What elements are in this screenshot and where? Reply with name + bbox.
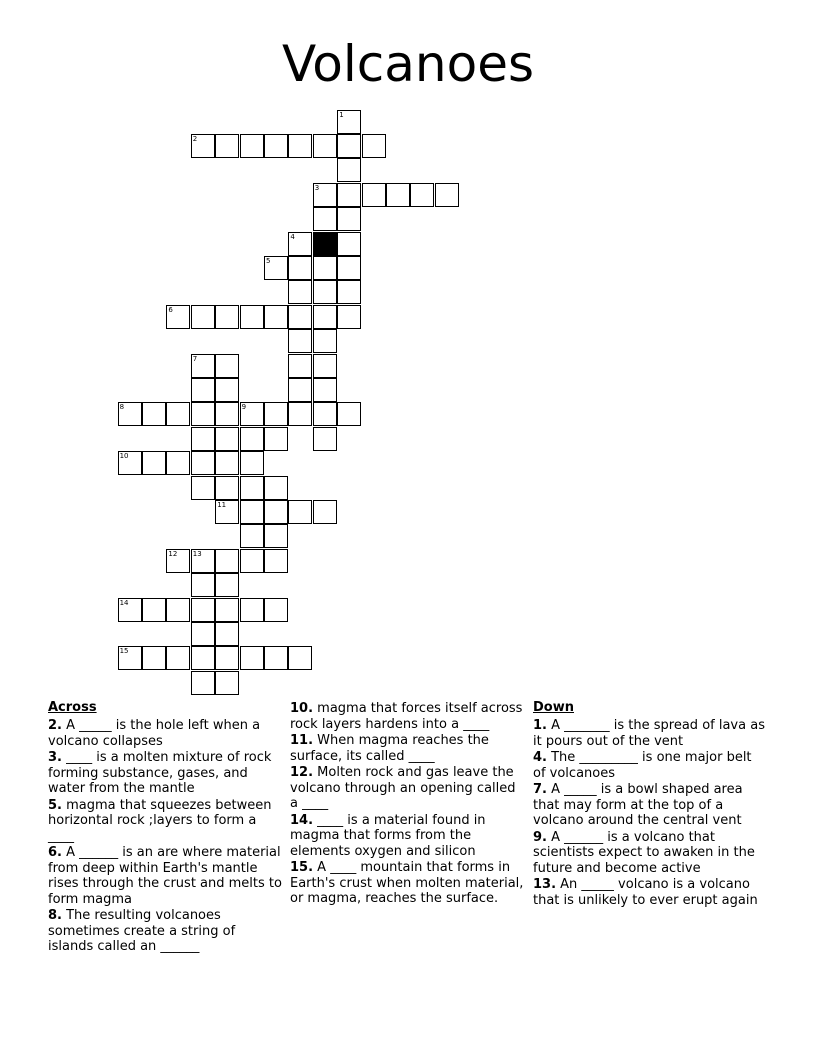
grid-cell[interactable]	[215, 549, 239, 573]
grid-cell[interactable]	[362, 183, 386, 207]
clue-text: magma that forces itself across rock layers hardens into a ____	[290, 701, 523, 732]
grid-cell[interactable]	[264, 305, 288, 329]
grid-cell[interactable]	[337, 110, 361, 134]
grid-cell[interactable]	[240, 646, 264, 670]
grid-cell[interactable]	[288, 305, 312, 329]
grid-cell[interactable]	[215, 134, 239, 158]
clue-number: 2	[192, 135, 198, 143]
grid-cell[interactable]	[264, 402, 288, 426]
grid-cell[interactable]	[313, 427, 337, 451]
grid-cell[interactable]	[313, 402, 337, 426]
grid-cell[interactable]	[166, 451, 190, 475]
clue-text: The _________ is one major belt of volcanoes	[533, 750, 752, 781]
clue-text: magma that squeezes between horizontal rock ;layers to form a ____	[48, 797, 272, 844]
grid-cell[interactable]	[288, 232, 312, 256]
clue-text: An _____ volcano is a volcano that is unlikely to ever erupt again	[533, 877, 758, 908]
grid-cell[interactable]	[118, 402, 142, 426]
clue-text: A ______ is an are where material from deep within Earth's mantle rises through the crust and melts to form magma	[48, 845, 282, 907]
grid-cell[interactable]	[191, 573, 215, 597]
grid-cell[interactable]	[288, 378, 312, 402]
clue-number: 13.	[533, 877, 557, 892]
clue-number: 1.	[533, 718, 547, 733]
down-clue	[533, 750, 768, 781]
grid-cell[interactable]	[313, 500, 337, 524]
clue-number: 5	[266, 257, 271, 265]
grid-cell[interactable]	[337, 402, 361, 426]
grid-cell[interactable]	[215, 451, 239, 475]
grid-cell[interactable]	[264, 549, 288, 573]
grid-cell[interactable]	[337, 207, 361, 231]
grid-cell[interactable]	[191, 354, 215, 378]
grid-cell[interactable]	[313, 134, 337, 158]
grid-cell[interactable]	[435, 183, 459, 207]
clue-number: 4.	[533, 750, 547, 765]
grid-cell[interactable]	[215, 646, 239, 670]
clue-number: 3	[314, 183, 320, 192]
grid-cell[interactable]	[240, 305, 264, 329]
grid-cell[interactable]	[240, 451, 264, 475]
grid-cell[interactable]	[142, 402, 166, 426]
across-clue	[290, 813, 525, 860]
clue-number: 12.	[290, 765, 314, 780]
across-heading: Across	[48, 700, 97, 715]
grid-cell[interactable]	[264, 427, 288, 451]
grid-cell[interactable]	[240, 549, 264, 573]
down-clue	[533, 782, 768, 829]
grid-cell[interactable]	[215, 598, 239, 622]
grid-cell[interactable]	[313, 280, 337, 304]
grid-cell[interactable]	[215, 354, 239, 378]
grid-cell[interactable]	[191, 622, 215, 646]
clue-number: 6	[168, 305, 173, 314]
grid-cell[interactable]	[240, 500, 264, 524]
grid-cell[interactable]	[215, 427, 239, 451]
grid-cell[interactable]	[191, 476, 215, 500]
grid-cell[interactable]	[288, 354, 312, 378]
clue-text: The resulting volcanoes sometimes create a string of islands called an ______	[48, 908, 236, 954]
clue-text: Molten rock and gas leave the volcano through an opening called a ____	[290, 765, 516, 811]
clue-number: 8.	[48, 908, 62, 923]
grid-cell[interactable]	[142, 451, 166, 475]
clue-text: A _____ is a bowl shaped area that may form at the top of a volcano around the central vent	[533, 782, 743, 828]
clue-number: 5.	[48, 797, 62, 813]
grid-cell[interactable]	[142, 598, 166, 622]
clue-text: A _____ is the hole left when a volcano collapses	[48, 718, 261, 749]
grid-cell[interactable]	[264, 500, 288, 524]
grid-cell[interactable]	[240, 476, 264, 500]
grid-cell[interactable]	[288, 402, 312, 426]
down-clue	[533, 830, 768, 877]
grid-cell[interactable]	[313, 256, 337, 280]
grid-cell[interactable]	[118, 451, 142, 475]
grid-cell[interactable]	[191, 598, 215, 622]
across-clue	[48, 908, 283, 955]
clue-number: 12	[168, 549, 178, 558]
across-clue	[48, 750, 283, 797]
across-clue	[48, 718, 283, 749]
grid-cell[interactable]	[191, 378, 215, 402]
grid-cell[interactable]	[166, 402, 190, 426]
across-clue	[48, 798, 283, 845]
grid-cell[interactable]	[288, 256, 312, 280]
clue-text: ____ is a molten mixture of rock forming substance, gases, and water from the mantle	[48, 750, 272, 796]
grid-cell[interactable]	[215, 500, 239, 524]
clue-number: 7	[192, 354, 198, 363]
grid-cell[interactable]	[240, 427, 264, 451]
across-clue	[290, 701, 525, 732]
grid-cell[interactable]	[215, 476, 239, 500]
grid-cell[interactable]	[191, 134, 215, 158]
grid-cell[interactable]	[337, 158, 361, 182]
grid-cell[interactable]	[240, 134, 264, 158]
grid-cell[interactable]	[191, 427, 215, 451]
clue-number: 6.	[48, 845, 62, 860]
grid-cell[interactable]	[191, 305, 215, 329]
clue-number: 11	[217, 501, 227, 509]
grid-cell[interactable]	[313, 183, 337, 207]
grid-cell[interactable]	[264, 134, 288, 158]
grid-cell[interactable]	[337, 305, 361, 329]
clue-text: ____ is a material found in magma that forms from the elements oxygen and silicon	[290, 812, 486, 859]
across-clues	[48, 700, 283, 956]
grid-cell[interactable]	[313, 305, 337, 329]
clue-number: 8	[119, 403, 125, 412]
across-clue	[290, 733, 525, 764]
grid-cell[interactable]	[191, 402, 215, 426]
clue-number: 4	[290, 232, 295, 241]
grid-cell[interactable]	[288, 500, 312, 524]
grid-cell[interactable]	[191, 549, 215, 573]
grid-cell[interactable]	[191, 671, 215, 695]
grid-cell[interactable]	[215, 573, 239, 597]
grid-cell[interactable]	[288, 134, 312, 158]
clue-text: A ______ is a volcano that scientists expect to awaken in the future and become active	[533, 829, 755, 876]
grid-cell[interactable]	[240, 598, 264, 622]
grid-cell[interactable]	[264, 476, 288, 500]
down-heading: Down	[533, 700, 574, 715]
puzzle-title: Volcanoes	[281, 35, 535, 93]
clue-number: 13	[192, 549, 202, 558]
grid-cell[interactable]	[410, 183, 434, 207]
grid-cell[interactable]	[337, 256, 361, 280]
grid-cell[interactable]	[362, 134, 386, 158]
clue-number: 9	[241, 403, 247, 412]
grid-cell[interactable]	[191, 451, 215, 475]
black-cell	[313, 232, 337, 256]
grid-cell[interactable]	[240, 524, 264, 548]
down-clue	[533, 877, 768, 908]
clue-text: A _______ is the spread of lava as it pours out of the vent	[533, 718, 765, 749]
grid-cell[interactable]	[264, 598, 288, 622]
clue-number: 9.	[533, 829, 547, 845]
clue-number: 3.	[48, 750, 62, 765]
across-clue	[290, 765, 525, 812]
grid-cell[interactable]	[191, 646, 215, 670]
grid-cell[interactable]	[313, 329, 337, 353]
grid-cell[interactable]	[288, 329, 312, 353]
grid-cell[interactable]	[215, 402, 239, 426]
clue-number: 7.	[533, 782, 547, 797]
grid-cell[interactable]	[264, 256, 288, 280]
grid-cell[interactable]	[215, 671, 239, 695]
down-clue	[533, 718, 768, 749]
grid-cell[interactable]	[313, 354, 337, 378]
grid-cell[interactable]	[118, 598, 142, 622]
clue-text: When magma reaches the surface, its called ____	[290, 733, 489, 764]
grid-cell[interactable]	[313, 378, 337, 402]
grid-cell[interactable]	[386, 183, 410, 207]
grid-cell[interactable]	[337, 280, 361, 304]
grid-cell[interactable]	[313, 207, 337, 231]
grid-cell[interactable]	[215, 378, 239, 402]
across-clue	[48, 845, 283, 907]
grid-cell[interactable]	[142, 646, 166, 670]
grid-cell[interactable]	[337, 183, 361, 207]
clue-number: 15.	[290, 860, 314, 875]
clue-number: 14.	[290, 812, 314, 828]
clue-number: 11.	[290, 733, 314, 748]
grid-cell[interactable]	[264, 524, 288, 548]
grid-cell[interactable]	[166, 646, 190, 670]
across-clues-continued	[290, 701, 525, 908]
clue-text: A ____ mountain that forms in Earth's crust when molten material, or magma, reaches the surface.	[290, 860, 524, 906]
clue-number: 10	[119, 452, 129, 461]
grid-cell[interactable]	[215, 305, 239, 329]
down-clues	[533, 700, 768, 909]
clue-number: 14	[119, 598, 129, 607]
grid-cell[interactable]	[240, 402, 264, 426]
grid-cell[interactable]	[288, 646, 312, 670]
grid-cell[interactable]	[166, 598, 190, 622]
clue-number: 1	[339, 110, 344, 119]
grid-cell[interactable]	[264, 646, 288, 670]
grid-cell[interactable]	[288, 280, 312, 304]
grid-cell[interactable]	[337, 134, 361, 158]
clue-number: 10.	[290, 701, 314, 716]
grid-cell[interactable]	[166, 305, 190, 329]
across-clue	[290, 860, 525, 907]
clue-number: 15	[119, 647, 129, 656]
grid-cell[interactable]	[166, 549, 190, 573]
grid-cell[interactable]	[118, 646, 142, 670]
grid-cell[interactable]	[337, 232, 361, 256]
clue-number: 2.	[48, 718, 62, 733]
grid-cell[interactable]	[215, 622, 239, 646]
